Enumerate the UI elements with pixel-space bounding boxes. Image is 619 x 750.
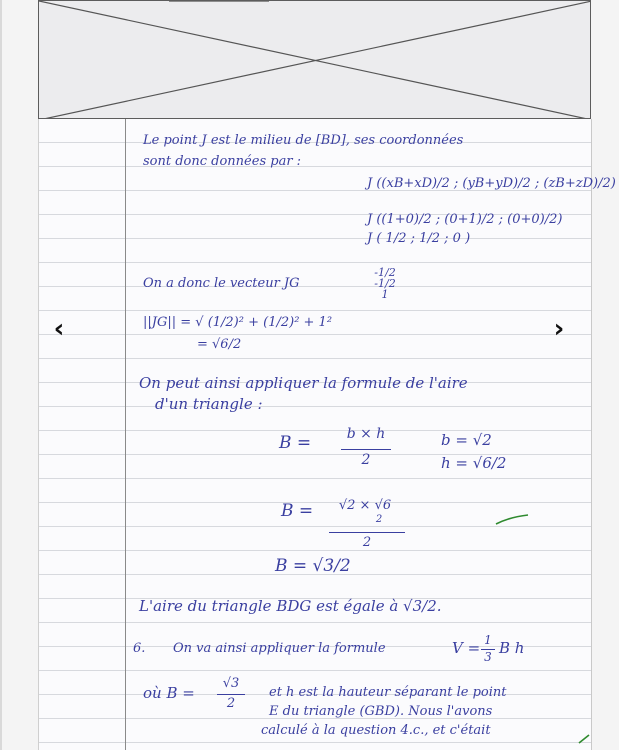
chevron-left-icon: ‹: [53, 314, 65, 344]
text-line-2: sont donc données par :: [143, 154, 302, 169]
where-denominator: 2: [226, 696, 236, 711]
h-value: h = √6/2: [441, 454, 507, 472]
area-formula-denominator: 2: [361, 452, 371, 468]
area-subst-bar: [329, 532, 405, 533]
area-subst-inner-denominator: 2: [375, 514, 383, 525]
volume-lhs: V =: [452, 639, 481, 657]
where-lhs: où B =: [143, 684, 195, 702]
vector-components: [369, 267, 401, 300]
volume-numerator: 1: [484, 633, 492, 647]
previous-image-button[interactable]: [44, 314, 74, 344]
area-subst-numerator: √2 × √6: [338, 498, 392, 513]
question-6-number: 6.: [133, 641, 146, 656]
check-mark-icon: [494, 513, 530, 527]
coordinate-substitution: J ((1+0)/2 ; (0+1)/2 ; (0+0)/2): [367, 212, 563, 227]
question-6-text: On va ainsi appliquer la formule: [173, 641, 386, 656]
area-intro-1: On peut ainsi appliquer la formule de l'aire: [139, 374, 468, 392]
area-formula-bar: [341, 449, 391, 450]
vector-component-z: 1: [381, 288, 389, 301]
page-right-edge: [591, 119, 592, 750]
where-text-2: E du triangle (GBD). Nous l'avons: [269, 704, 493, 719]
page-margin-line: [125, 119, 126, 750]
vector-component-y: -1/2: [374, 277, 396, 290]
area-formula-numerator: b × h: [346, 426, 386, 442]
chevron-right-icon: ›: [553, 314, 565, 344]
next-image-button[interactable]: [544, 314, 574, 344]
text-line-1: Le point J est le milieu de [BD], ses coordonnées: [143, 133, 464, 148]
viewer-edge: [0, 0, 2, 750]
vector-intro: On a donc le vecteur JG: [143, 276, 300, 291]
handwritten-page: [38, 119, 616, 750]
area-subst-lhs: B =: [281, 501, 314, 521]
volume-rhs: B h: [499, 639, 525, 657]
where-numerator: √3: [222, 676, 240, 691]
volume-denominator: 3: [484, 650, 492, 664]
area-result: B = √3/2: [275, 556, 351, 576]
area-intro-2: d'un triangle :: [155, 395, 263, 413]
where-text-1: et h est la hauteur séparant le point: [269, 685, 507, 700]
where-text-3: calculé à la question 4.c., et c'était: [261, 723, 491, 738]
norm-line-2: = √6/2: [197, 337, 242, 352]
figure-cross-lines: [39, 1, 591, 119]
area-formula-lhs: B =: [279, 433, 312, 453]
norm-line-1: ||JG|| = √ (1/2)² + (1/2)² + 1²: [143, 315, 333, 330]
coordinate-result: J ( 1/2 ; 1/2 ; 0 ): [367, 231, 471, 246]
b-value: b = √2: [441, 431, 492, 449]
small-check-mark-icon: [577, 733, 591, 745]
conclusion-line: L'aire du triangle BDG est égale à √3/2.: [139, 597, 442, 615]
vector-component-x: -1/2: [374, 266, 396, 279]
coordinate-formula: J ((xB+xD)/2 ; (yB+yD)/2 ; (zB+zD)/2): [367, 176, 616, 191]
where-bar: [217, 694, 245, 695]
crossed-figure: [38, 0, 591, 119]
area-subst-denominator: 2: [362, 535, 372, 550]
